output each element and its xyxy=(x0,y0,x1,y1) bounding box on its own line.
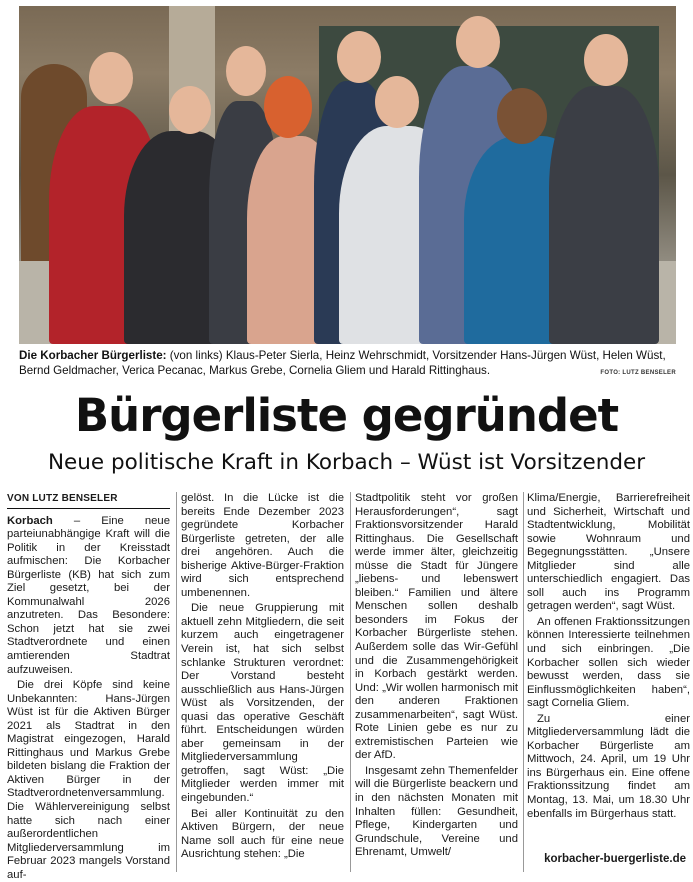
group-photo xyxy=(19,6,676,344)
paragraph: Zu einer Mitgliederversammlung lädt die Korbacher Bürgerliste am Mittwoch, 24. April, um 19 Uhr ins Bürgerhaus ein. Eine offene Fraktionssitzung findet am Montag, 13. Mai, um 18.30 Uhr ebenfalls im Bürgerhaus statt. xyxy=(527,712,690,820)
person-5-head xyxy=(337,31,381,83)
article-column-1 xyxy=(7,492,170,882)
article-column-4 xyxy=(527,492,690,821)
paragraph: An offenen Fraktionssitzungen können Interessierte teilnehmen und sich einbringen. „Die Korbacher sollen sich wieder bewusst werden, dass sie Einflussmöglichkeiten haben“, sagt Cornelia Gliem. xyxy=(527,615,690,710)
paragraph: Korbach – Eine neue parteiunabhängige Kraft will die Politik in der Kreisstadt aufmischen: Die Korbacher Bürgerliste (KB) hat sich zum Ziel gesetzt, bei der Kommunalwahl 2026 anzutreten. Das Besondere: Schon jetzt hat sie zwei Stadtverordnete und einen amtierenden Stadtrat aufzuweisen. xyxy=(7,514,170,676)
person-3-head xyxy=(226,46,266,96)
person-6-head xyxy=(375,76,419,128)
photo-credit: FOTO: LUTZ BENSELER xyxy=(600,370,676,376)
paragraph: Die neue Gruppierung mit aktuell zehn Mitgliedern, die seit kurzem auch eingetragener Verein ist, hat sich selbst schlanke Strukturen verordnet: Der Vorstand besteht ausschließlich aus Hans-Jürgen Wüst als Vorsitzenden, der quasi das operative Geschäft führt. Entscheidungen würden aber gemeinsam in der Mitgliederversammlung getroffen, sagt Wüst: „Die Mitglieder werden immer mit eingebunden.“ xyxy=(181,602,344,805)
photo-caption xyxy=(19,349,679,378)
paragraph: Die drei Köpfe sind keine Unbekannten: Hans-Jürgen Wüst ist für die Aktiven Bürger 2021 als Stadtrat in den Magistrat eingezogen, Harald Rittinghaus und Markus Grebe bildeten bislang die Fraktion der Aktiven Bürger in der Stadtverordnetenversammlung. Die Wählervereinigung selbst hatte sich nach einer außerordentlichen Mitgliederversammlung im Februar 2023 mangels Vorstand auf- xyxy=(7,679,170,881)
headline: Bürgerliste gegründet xyxy=(74,389,619,442)
paragraph: Bei aller Kontinuität zu den Aktiven Bürgern, der neue Name soll auch für eine neue Ausrichtung stehen: „Die xyxy=(181,807,344,861)
column-rule xyxy=(523,492,524,872)
person-9-head xyxy=(584,34,628,86)
person-8-head xyxy=(497,88,547,144)
person-1-head xyxy=(89,52,133,104)
paragraph: gelöst. In die Lücke ist die bereits Ende Dezember 2023 gegründete Korbacher Bürgerliste getreten, der alle drei angehören. Auch die bisherige Aktive-Bürger-Fraktion wird sich entsprechend umbenennen. xyxy=(181,492,344,599)
person-7-head xyxy=(456,16,500,68)
person-4-head xyxy=(264,76,312,138)
paragraph: Klima/Energie, Barrierefreiheit und Sicherheit, Wirtschaft und Stadtentwicklung, Mobilität sowie Wohnraum und Begegnungsstätten. „Unsere Mitglieder sind alle unterschiedlich engagiert. Das soll auch ins Programm getragen werden“, sagt Wüst. xyxy=(527,492,690,613)
byline: VON LUTZ BENSELER xyxy=(7,492,170,509)
paragraph: Stadtpolitik steht vor großen Herausforderungen“, sagt Fraktionsvorsitzender Harald Rittinghaus. Die Gesellschaft werde immer älter, gleichzeitig müsse die Stadt für Jüngere „liebens- und lebenswert bleiben.“ Familien und ältere Menschen sollen deshalb besonders im Fokus der Korbacher Bürgerliste stehen. Außerdem solle das Wir-Gefühl und die Zusammengehörigkeit in Korbach gestärkt werden. Und: „Wir wollen harmonisch mit den anderen Fraktionen zusammenarbeiten“, sagt Wüst. Rote Linien gebe es nur zu extremistischen Parteien wie der AfD. xyxy=(355,492,518,762)
paragraph: Insgesamt zehn Themenfelder will die Bürgerliste beackern und in den nächsten Monaten mit Inhalten füllen: Gesundheit, Pflege, Kindergarten und Grundschule, Vereine und Ehrenamt, Umwelt/ xyxy=(355,764,518,859)
caption-lead: Die Korbacher Bürgerliste: xyxy=(19,349,167,362)
article-column-2 xyxy=(181,492,344,862)
dateline: Korbach xyxy=(7,514,53,527)
subheadline: Neue politische Kraft in Korbach – Wüst ist Vorsitzender xyxy=(47,450,646,475)
caption-text: (von links) Klaus-Peter Sierla, Heinz Wehrschmidt, Vorsitzender Hans-Jürgen Wüst, Helen Wüst, Bernd Geldmacher, Verica Pecanac, Markus Grebe, Cornelia Gliem und Harald Rittinghaus. xyxy=(19,349,666,377)
article-column-3 xyxy=(355,492,518,860)
person-2-head xyxy=(169,86,211,134)
website-link[interactable]: korbacher-buergerliste.de xyxy=(544,853,686,865)
person-9 xyxy=(549,86,659,344)
column-rule xyxy=(350,492,351,872)
column-rule xyxy=(176,492,177,872)
